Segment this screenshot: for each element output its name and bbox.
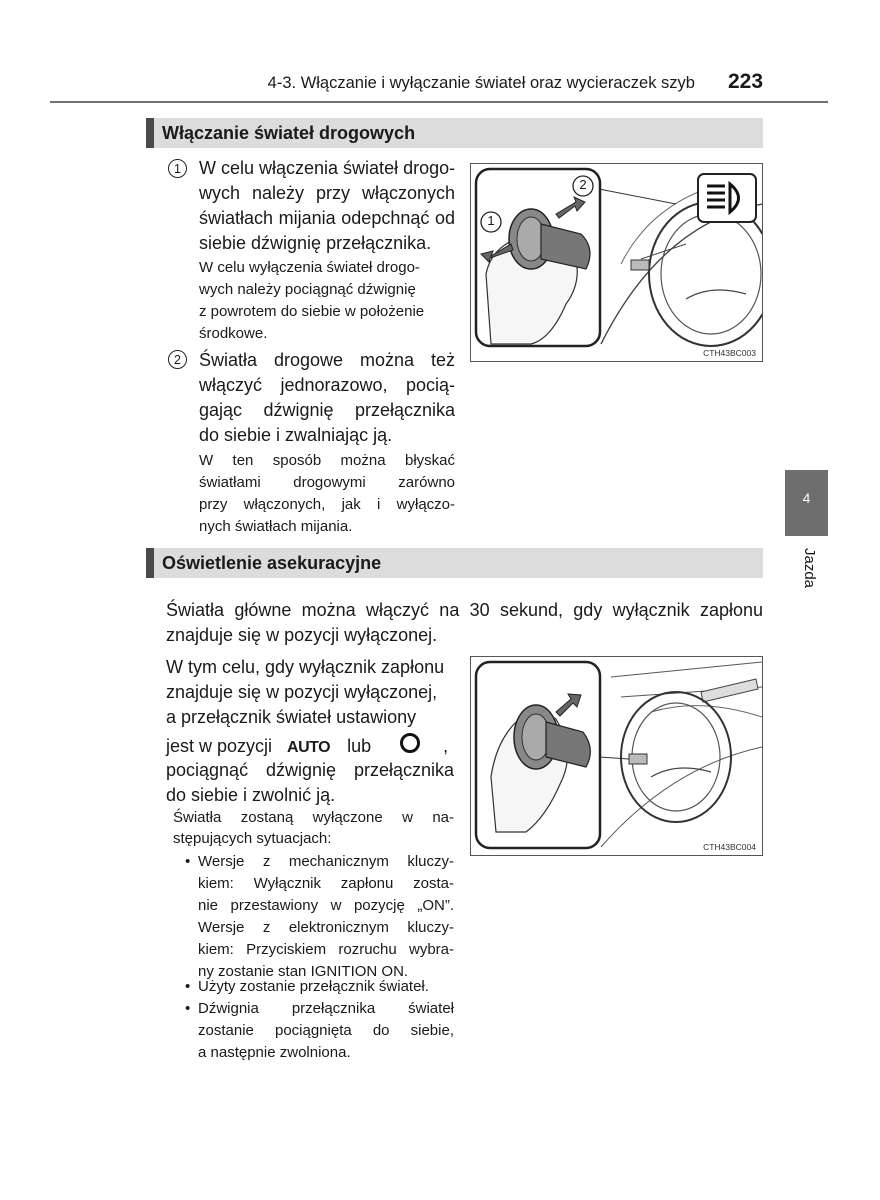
item1-note bbox=[199, 257, 455, 347]
note-line: W ten sposób można błyskać bbox=[199, 452, 455, 469]
chapter-label: Jazda bbox=[801, 548, 818, 589]
text-line: W tym celu, gdy wyłącznik zapłonu bbox=[166, 657, 445, 677]
bullet-mark: • bbox=[185, 1000, 191, 1017]
section-heading-high-beam bbox=[146, 118, 763, 148]
bullet-line: a następnie zwolniona. bbox=[198, 1044, 351, 1061]
text-line: światłach mijania odepchnąć od bbox=[199, 208, 455, 228]
text-line: W celu włączenia świateł drogo- bbox=[199, 158, 456, 178]
figure-code: CTH43BC003 bbox=[703, 348, 756, 358]
text-line: siebie dźwignię przełącznika. bbox=[199, 233, 432, 253]
bullet-line: zostanie pociągnięta do siebie, bbox=[198, 1022, 454, 1039]
note-line: przy włączonych, jak i wyłączo- bbox=[199, 496, 455, 513]
bullet-item-1 bbox=[198, 851, 454, 981]
bullet-mark: • bbox=[185, 978, 191, 995]
step-number-1: 1 bbox=[168, 159, 187, 178]
section2-steps bbox=[166, 655, 454, 805]
section2-intro bbox=[166, 598, 763, 650]
note-line: nych światłach mijania. bbox=[199, 518, 353, 535]
note-line: światłami drogowymi zarówno bbox=[199, 474, 455, 491]
text-line: gając dźwignię przełącznika bbox=[199, 400, 455, 420]
text-line-auto bbox=[166, 733, 454, 760]
text-line: do siebie i zwalniając ją. bbox=[199, 425, 393, 445]
section-title: Włączanie świateł drogowych bbox=[162, 123, 416, 143]
chapter-tab bbox=[785, 470, 828, 536]
bullet-line: ny zostanie stan IGNITION ON. bbox=[198, 963, 409, 980]
note-line: z powrotem do siebie w położenie bbox=[199, 303, 425, 320]
auto-symbol: AUTO bbox=[287, 739, 331, 756]
lever-illustration bbox=[471, 164, 762, 361]
text-line: stępujących sytuacjach: bbox=[173, 830, 332, 847]
bullet-line: nie przestawiony w pozycję „ON”. bbox=[198, 897, 454, 914]
text-line: pociągnąć dźwignię przełącznika bbox=[166, 760, 454, 780]
text-fragment: lub bbox=[347, 736, 372, 756]
text-line: do siebie i zwolnić ją. bbox=[166, 785, 336, 805]
note-line: wych należy pociągnąć dźwignię bbox=[199, 281, 416, 298]
step-number-2: 2 bbox=[168, 350, 187, 369]
bullet-line: kiem: Wyłącznik zapłonu zosta- bbox=[198, 875, 454, 892]
bullet-line: Wersje z elektronicznym kluczy- bbox=[198, 919, 454, 936]
text-line: znajduje się w pozycji wyłączonej. bbox=[166, 625, 438, 645]
figure-callout-1: 1 bbox=[487, 213, 495, 228]
header-rule bbox=[50, 101, 828, 103]
bullet-line: Dźwignia przełącznika świateł bbox=[198, 1000, 454, 1017]
note-line: W celu wyłączenia świateł drogo- bbox=[199, 259, 420, 276]
running-header-title: 4-3. Włączanie i wyłączanie świateł oraz wycieraczek szyb bbox=[267, 74, 695, 92]
bullet-line: Użyty zostanie przełącznik świateł. bbox=[198, 978, 429, 995]
text-fragment: jest w pozycji bbox=[166, 736, 273, 756]
bullet-line: Wersje z mechanicznym kluczy- bbox=[198, 853, 454, 870]
figure-lever-pull bbox=[470, 656, 763, 856]
page-number: 223 bbox=[728, 70, 764, 93]
section-heading-follow-me-home bbox=[146, 548, 763, 578]
headlight-off-circle-icon bbox=[400, 733, 420, 753]
text-line: wych należy przy włączonych bbox=[199, 183, 455, 203]
bullet-mark: • bbox=[185, 853, 191, 870]
bullet-item-2 bbox=[198, 976, 454, 998]
item2-note bbox=[199, 450, 455, 540]
text-line: a przełącznik świateł ustawiony bbox=[166, 707, 417, 727]
section-title: Oświetlenie asekuracyjne bbox=[162, 553, 382, 573]
bullet-item-3 bbox=[198, 998, 454, 1064]
text-fragment: , bbox=[443, 736, 449, 756]
bullet-line: kiem: Przyciskiem rozruchu wybra- bbox=[198, 941, 454, 958]
text-line: Światła drogowe można też bbox=[199, 350, 455, 370]
text-line: Światła główne można włączyć na 30 sekund, gdy wyłącznik zapłonu bbox=[166, 600, 763, 620]
figure-callout-2: 2 bbox=[579, 177, 587, 192]
text-line: znajduje się w pozycji wyłączonej, bbox=[166, 682, 438, 702]
text-line: Światła zostaną wyłączone w na- bbox=[173, 809, 454, 826]
item2-text bbox=[199, 348, 455, 448]
figure-high-beam-lever bbox=[470, 163, 763, 362]
high-beam-indicator-icon bbox=[698, 174, 756, 222]
lever-pull-illustration bbox=[471, 657, 762, 855]
text-line: włączyć jednorazowo, pocią- bbox=[199, 375, 455, 395]
note-line: środkowe. bbox=[199, 325, 268, 342]
off-conditions-intro bbox=[173, 807, 454, 853]
item1-text bbox=[199, 156, 455, 256]
figure-code: CTH43BC004 bbox=[703, 842, 756, 852]
chapter-number: 4 bbox=[802, 490, 811, 506]
